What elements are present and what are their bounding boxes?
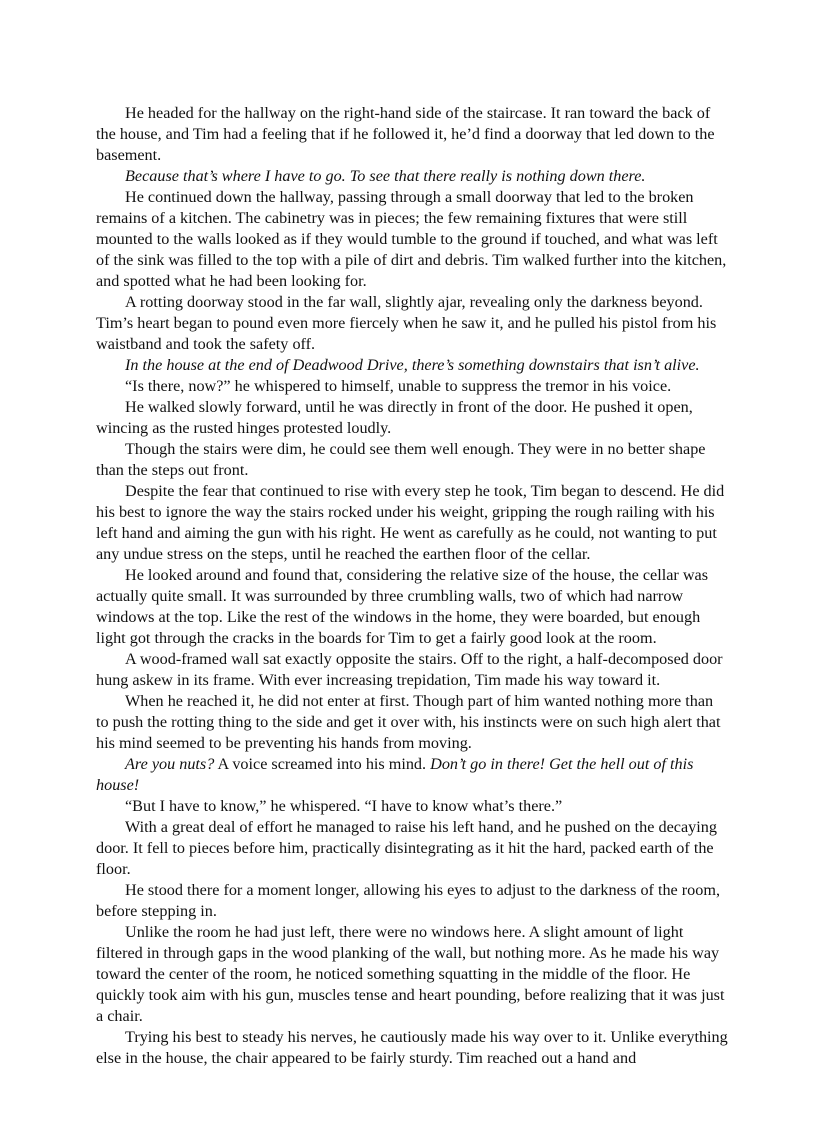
- paragraph: [96, 439, 728, 481]
- paragraph-text: When he reached it, he did not enter at first. Though part of him wanted nothing more than to push the rotting thing to the side and get it over with, his instincts were on such high alert that his mind seemed to be preventing his hands from moving.: [96, 692, 721, 752]
- paragraph-text: A wood-framed wall sat exactly opposite the stairs. Off to the right, a half-decomposed door hung askew in its frame. With ever increasing trepidation, Tim made his way toward it.: [96, 650, 723, 689]
- paragraph-text: Though the stairs were dim, he could see them well enough. They were in no better shape than the steps out front.: [96, 440, 706, 479]
- paragraph: [96, 355, 728, 376]
- paragraph-text: He stood there for a moment longer, allowing his eyes to adjust to the darkness of the room, before stepping in.: [96, 881, 721, 920]
- paragraph: [96, 565, 728, 649]
- paragraph: [96, 691, 728, 754]
- paragraph: [96, 817, 728, 880]
- paragraph-text-italic: Don’t go in there! Get the hell out of this house!: [96, 755, 694, 794]
- paragraph: [96, 397, 728, 439]
- paragraph-text-italic: Are you nuts?: [125, 755, 215, 773]
- paragraph-text: “Is there, now?” he whispered to himself, unable to suppress the tremor in his voice.: [125, 377, 672, 395]
- paragraph: [96, 187, 728, 292]
- paragraph-text: He headed for the hallway on the right-hand side of the staircase. It ran toward the back of the house, and Tim had a feeling that if he followed it, he’d find a doorway that led down to the basement.: [96, 104, 715, 164]
- paragraph: [96, 796, 728, 817]
- paragraph-text: Despite the fear that continued to rise with every step he took, Tim began to descend. He did his best to ignore the way the stairs rocked under his weight, gripping the rough railing with his left hand and aiming the gun with his right. He went as carefully as he could, not wanting to put any undue stress on the steps, until he reached the earthen floor of the cellar.: [96, 482, 725, 563]
- paragraph: [96, 166, 728, 187]
- paragraph-text-italic: Because that’s where I have to go. To see that there really is nothing down there.: [125, 167, 646, 185]
- paragraph: [96, 1027, 728, 1069]
- paragraph: [96, 292, 728, 355]
- paragraph-text: Trying his best to steady his nerves, he cautiously made his way over to it. Unlike everything else in the house, the chair appeared to be fairly sturdy. Tim reached out a hand and: [96, 1028, 728, 1067]
- paragraph: [96, 376, 728, 397]
- paragraph: [96, 754, 728, 796]
- paragraph: [96, 880, 728, 922]
- paragraph-text: Unlike the room he had just left, there were no windows here. A slight amount of light filtered in through gaps in the wood planking of the wall, but nothing more. As he made his way toward the center of the room, he noticed something squatting in the middle of the floor. He quickly took aim with his gun, muscles tense and heart pounding, before realizing that it was just a chair.: [96, 923, 725, 1025]
- paragraph-text: He walked slowly forward, until he was directly in front of the door. He pushed it open, wincing as the rusted hinges protested loudly.: [96, 398, 693, 437]
- paragraph-text-italic: In the house at the end of Deadwood Drive, there’s something downstairs that isn’t alive.: [125, 356, 700, 374]
- paragraph-text: He continued down the hallway, passing through a small doorway that led to the broken remains of a kitchen. The cabinetry was in pieces; the few remaining fixtures that were still mounted to the walls looked as if they would tumble to the ground if touched, and what was left of the sink was filled to the top with a pile of dirt and debris. Tim walked further into the kitchen, and spotted what he had been looking for.: [96, 188, 727, 290]
- paragraph-text: A rotting doorway stood in the far wall, slightly ajar, revealing only the darkness beyond. Tim’s heart began to pound even more fiercely when he saw it, and he pulled his pistol from his waistband and took the safety off.: [96, 293, 717, 353]
- paragraph-text: “But I have to know,” he whispered. “I have to know what’s there.”: [125, 797, 563, 815]
- paragraph: [96, 922, 728, 1027]
- paragraph: [96, 649, 728, 691]
- paragraph: [96, 103, 728, 166]
- paragraph: [96, 481, 728, 565]
- paragraph-text: He looked around and found that, considering the relative size of the house, the cellar was actually quite small. It was surrounded by three crumbling walls, two of which had narrow windows at the top. Like the rest of the windows in the home, they were boarded, but enough light got through the cracks in the boards for Tim to get a fairly good look at the room.: [96, 566, 709, 647]
- paragraph-text: A voice screamed into his mind.: [214, 755, 431, 773]
- document-page: [96, 103, 728, 1069]
- paragraph-text: With a great deal of effort he managed to raise his left hand, and he pushed on the decaying door. It fell to pieces before him, practically disintegrating as it hit the hard, packed earth of the floor.: [96, 818, 717, 878]
